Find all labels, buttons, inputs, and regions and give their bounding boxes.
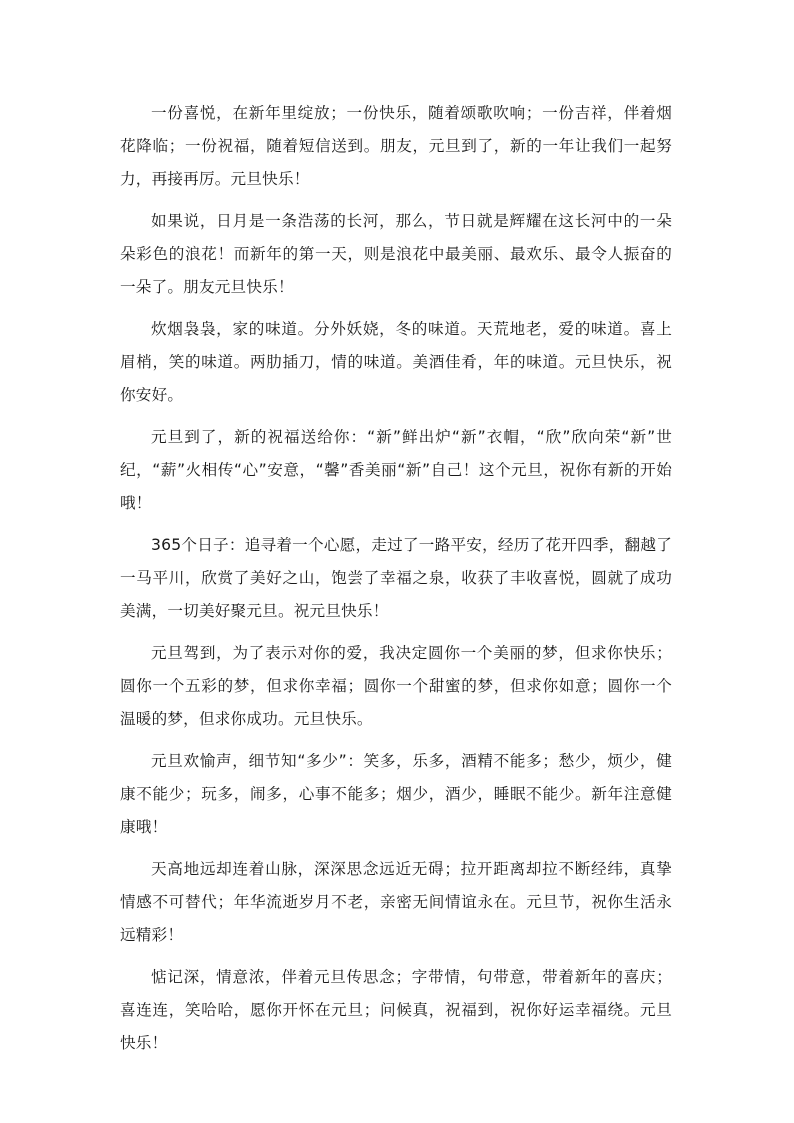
paragraph-4: 元旦到了，新的祝福送给你：“新”鲜出炉“新”衣帽，“欣”欣向荣“新”世纪，“薪”火相传“心”安意，“馨”香美丽“新”自己！这个元旦，祝你有新的开始哦！: [120, 428, 672, 512]
paragraph-9: 惦记深，情意浓，伴着元旦传思念；字带情，句带意，带着新年的喜庆；喜连连，笑哈哈，愿你开怀在元旦；问候真，祝福到，祝你好运幸福绕。元旦快乐！: [120, 968, 672, 1052]
paragraph-8: 天高地远却连着山脉，深深思念远近无碍；拉开距离却拉不断经纬，真挚情感不可替代；年华流逝岁月不老，亲密无间情谊永在。元旦节，祝你生活永远精彩！: [120, 860, 672, 944]
document-body: [120, 97, 672, 1069]
paragraph-1: 一份喜悦，在新年里绽放；一份快乐，随着颂歌吹响；一份吉祥，伴着烟花降临；一份祝福，随着短信送到。朋友，元旦到了，新的一年让我们一起努力，再接再厉。元旦快乐！: [120, 104, 672, 188]
paragraph-3: 炊烟袅袅，家的味道。分外妖娆，冬的味道。天荒地老，爱的味道。喜上眉梢，笑的味道。两肋插刀，情的味道。美酒佳肴，年的味道。元旦快乐，祝你安好。: [120, 320, 672, 404]
paragraph-6: 元旦驾到，为了表示对你的爱，我决定圆你一个美丽的梦，但求你快乐；圆你一个五彩的梦，但求你幸福；圆你一个甜蜜的梦，但求你如意；圆你一个温暖的梦，但求你成功。元旦快乐。: [120, 644, 672, 728]
paragraph-2: 如果说，日月是一条浩荡的长河，那么，节日就是辉耀在这长河中的一朵朵彩色的浪花！而新年的第一天，则是浪花中最美丽、最欢乐、最令人振奋的一朵了。朋友元旦快乐！: [120, 212, 672, 296]
paragraph-5: 365个日子：追寻着一个心愿，走过了一路平安，经历了花开四季，翻越了一马平川，欣赏了美好之山，饱尝了幸福之泉，收获了丰收喜悦，圆就了成功美满，一切美好聚元旦。祝元旦快乐！: [120, 536, 672, 620]
paragraph-7: 元旦欢愉声，细节知“多少”：笑多，乐多，酒精不能多；愁少，烦少，健康不能少；玩多，闹多，心事不能多；烟少，酒少，睡眠不能少。新年注意健康哦！: [120, 752, 672, 836]
